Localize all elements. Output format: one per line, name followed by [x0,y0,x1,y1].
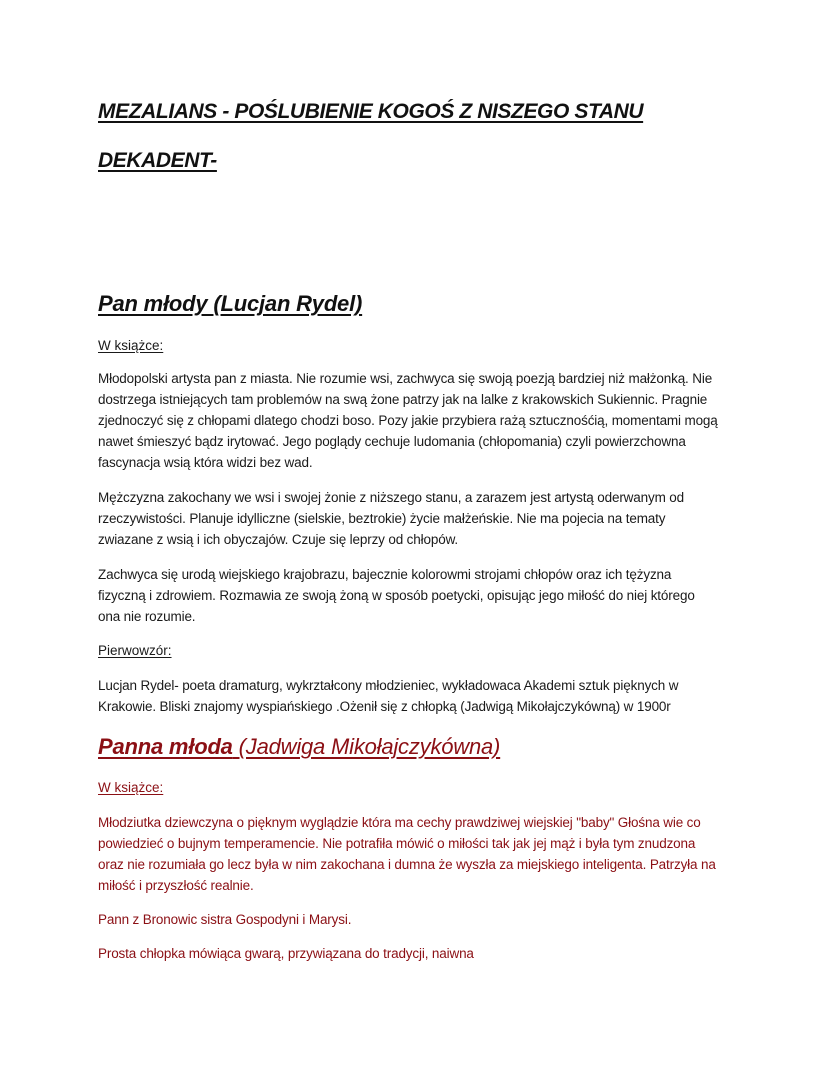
section-title-name: Panna młoda [98,734,233,759]
text-line: Młodziutka dziewczyna o pięknym wyglądzie która ma cechy prawdziwej wiejskiej "baby" Głośna wie co [98,815,701,830]
text-line: Mężczyzna zakochany we wsi i swojej żonie z niższego stanu, a zarazem jest artystą oderwanym od [98,490,685,505]
paragraph-pan-mlody-1 [98,368,738,473]
heading-dekadent: DEKADENT- [98,149,217,172]
heading-mezalians: MEZALIANS - POŚLUBIENIE KOGOŚ Z NISZEGO STANU [98,100,644,123]
text-line: nawet śmieszyć bądz irytować. Jego poglądy cechuje ludomania (chłopomania) czyli powierzchowna [98,434,686,449]
section-title-pan-mlody: Pan młody (Lucjan Rydel) [98,291,363,316]
paragraph-panna-mloda-3 [98,943,738,964]
subheading-pierwowzor: Pierwowzór: [98,643,172,658]
paragraph-pan-mlody-2 [98,487,738,550]
paragraph-pan-mlody-4 [98,675,738,717]
text-line: Prosta chłopka mówiąca gwarą, przywiązana do tradycji, naiwna [98,946,474,961]
subheading-w-ksiazce-2: W książce: [98,780,164,795]
paragraph-panna-mloda-2 [98,909,738,930]
text-line: zjednoczyć się z chłopami dlatego chodzi boso. Pozy jakie przybiera rażą sztucznośćią, momentami mogą [98,413,718,428]
text-line: Krakowie. Bliski znajomy wyspiańskiego .Ożenił się z chłopką (Jadwigą Mikołajczykówną) w 1900r [98,699,671,714]
text-line: miłość i przyszłość realnie. [98,878,254,893]
text-line: Zachwyca się urodą wiejskiego krajobrazu, bajecznie kolorowmi strojami chłopów oraz ich tężyzna [98,567,672,582]
section-title-panna-mloda [98,734,500,760]
text-line: rzeczywistości. Planuje idylliczne (sielskie, beztrokie) życie małżeńskie. Nie ma pojecia na tematy [98,511,666,526]
text-line: Młodopolski artysta pan z miasta. Nie rozumie wsi, zachwyca się swoją poezją bardziej niż małżonką. Nie [98,371,713,386]
section-title-person: (Jadwiga Mikołajczykówna) [232,734,501,759]
text-line: fascynacja wsią która widzi bez wad. [98,455,313,470]
text-line: Pann z Bronowic sistra Gospodyni i Marysi. [98,912,352,927]
text-line: Lucjan Rydel- poeta dramaturg, wykrztałcony młodzieniec, wykładowaca Akademi sztuk pięknych w [98,678,679,693]
text-line: powiedzieć o bujnym temperamencie. Nie potrafiła mówić o miłości tak jak jej mąż i była tym znudzona [98,836,696,851]
paragraph-panna-mloda-1 [98,812,738,896]
text-line: fizyczną i zdrowiem. Rozmawia ze swoją żoną w sposób poetycki, opisując jego miłość do niej którego [98,588,695,603]
subheading-w-ksiazce: W książce: [98,338,164,353]
paragraph-pan-mlody-3 [98,564,738,627]
text-line: zwiazane z wsią i ich obyczajów. Czuje się leprzy od chłopów. [98,532,459,547]
text-line: ona nie rozumie. [98,609,196,624]
text-line: dostrzega istniejących tam problemów na swą żone patrzy jak na lalke z krakowskich Sukiennic. Pragnie [98,392,708,407]
text-line: oraz nie rozumiała go lecz była w nim zakochana i dumna że wyszła za miejskiego inteligenta. Patrzyła na [98,857,716,872]
